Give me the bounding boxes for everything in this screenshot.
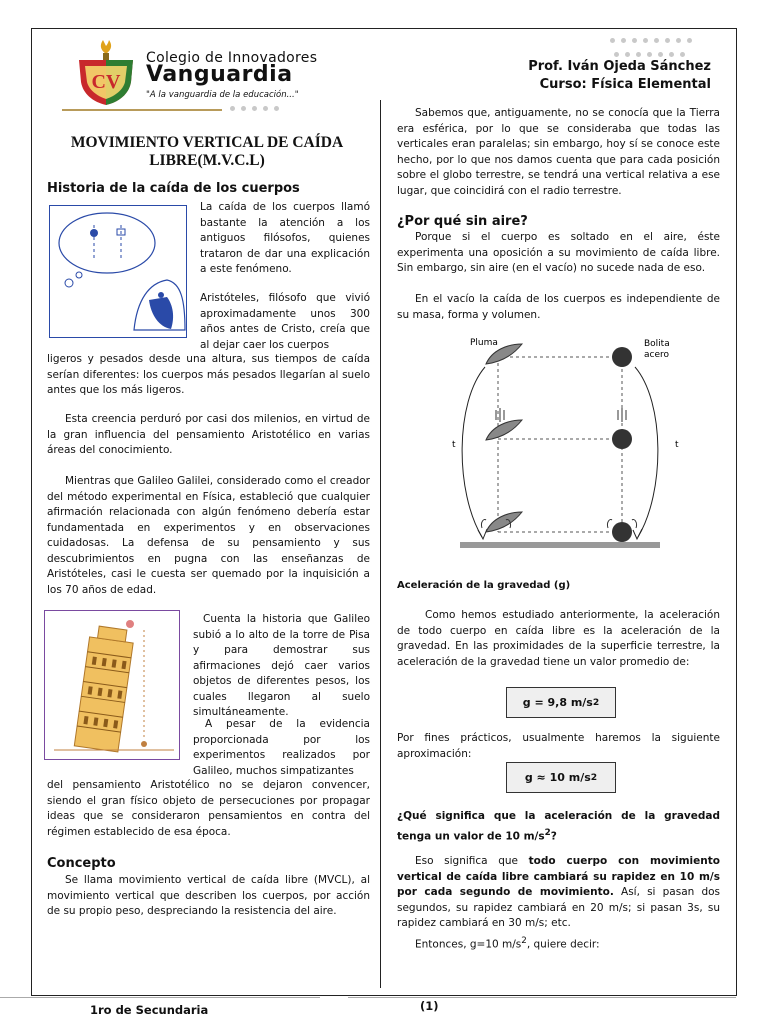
page-title (42, 134, 372, 170)
galileo-paragraph: Mientras que Galileo Galilei, considerado como el creador del método experimental en Física, estableció que cualquier afirmación relacionada con algún fenómeno debería estar fundamentada en experimentos y en observaciones cuidadosas. La defensa de su pensamiento y sus descubrimientos en pugna con las enseñanzas de Aristóteles, casi le cuesta ser quemado por la inquisición a los 70 años de edad. (47, 475, 370, 596)
sin-aire-heading: ¿Por qué sin aire? (397, 214, 528, 229)
column-divider (380, 100, 381, 988)
significado-paragraph (397, 854, 720, 932)
entonces-text: Entonces, g=10 m/s (415, 938, 522, 951)
teacher-name: Prof. Iván Ojeda Sánchez (528, 59, 711, 74)
feather-icon (486, 344, 522, 532)
footer-rule-left (0, 997, 320, 998)
creencia-paragraph: Esta creencia perduró por casi dos milenios, en virtud de la gran influencia del pensamiento Aristotélico en varias áreas del conocimiento. (47, 413, 370, 456)
gold-rule (62, 109, 222, 111)
school-motto: "A la vanguardia de la educación..." (146, 90, 299, 100)
school-logo (75, 38, 137, 106)
gravity-exact-box (506, 687, 616, 718)
historia-heading: Historia de la caída de los cuerpos (47, 181, 300, 196)
title-line-2: LIBRE(M.V.C.L) (149, 152, 265, 169)
gravity-exact-exponent: 2 (592, 697, 600, 708)
entonces-exponent: 2 (521, 936, 527, 946)
question-exponent: 2 (544, 828, 551, 838)
gravity-question (397, 808, 720, 846)
entonces-line (397, 934, 720, 953)
evidencia-paragraph-end: del pensamiento Aristotélico no se dejaron convencer, siendo el gran físico objeto de persecuciones por propagar ideas que se consideraron pensamientos en contra del régimen establecido de esa época. (47, 779, 370, 838)
question-end: ? (550, 830, 557, 843)
significado-bold: todo cuerpo con movimiento vertical de caída libre cambiará su rapidez en 10 m/s por cada segundo de movimiento. (397, 855, 720, 898)
school-name-line1: Colegio de Innovadores (146, 50, 318, 66)
school-name-line2: Vanguardia (146, 62, 293, 87)
footer-rule-right (348, 997, 736, 998)
gravity-approx-exponent: 2 (590, 772, 598, 783)
free-fall-diagram (430, 332, 700, 562)
gravity-approx-value: g ≈ 10 m/s (524, 771, 591, 784)
pluma-label: Pluma (470, 338, 498, 348)
svg-text:CV: CV (91, 71, 121, 93)
concepto-heading: Concepto (47, 856, 116, 871)
historia-paragraph-1: La caída de los cuerpos llamó bastante la atención a los antiguos filósofos, quienes trataron de dar una explicación a este fenómeno. (200, 201, 370, 275)
tierra-paragraph: Sabemos que, antiguamente, no se conocía que la Tierra era esférica, por lo que se consideraba que todas las verticales eran paralelas; sin embargo, hoy sí se conoce este hecho, por lo que nos damos cuenta que para cada posición sobre el globo terrestre, se tendrá una vertical relativa a ese lugar, que coincidirá con el radio terrestre. (397, 107, 720, 197)
vacio-paragraph: En el vacío la caída de los cuerpos es independiente de su masa, forma y volumen. (397, 293, 720, 321)
aristoteles-paragraph-start: Aristóteles, filósofo que vivió aproximadamente unos 300 años antes de Cristo, creía que al dejar caer los cuerpos (200, 292, 370, 351)
gravity-approx-box (506, 762, 616, 793)
decorative-dots-top-right (610, 38, 692, 43)
aproximacion-paragraph: Por fines prácticos, usualmente haremos la siguiente aproximación: (397, 732, 720, 760)
aceleracion-heading: Aceleración de la gravedad (g) (397, 580, 571, 591)
sin-aire-paragraph: Porque si el cuerpo es soltado en el aire, éste experimenta una oposición a su movimiento de caída libre. Sin embargo, sin aire (en el vacío) no sucede nada de eso. (397, 231, 720, 274)
decorative-dots-top-right-2 (614, 52, 685, 57)
significado-intro: Eso significa que (415, 855, 529, 867)
aristotle-illustration (49, 205, 187, 338)
bolita-label-2: acero (644, 350, 670, 360)
concepto-paragraph: Se llama movimiento vertical de caída libre (MVCL), al movimiento vertical que describen los cuerpos, por acción de su propio peso, despreciando la resistencia del aire. (47, 874, 370, 917)
time-label-left: t (452, 440, 456, 450)
pisa-paragraph: Cuenta la historia que Galileo subió a lo alto de la torre de Pisa y para demostrar sus afirmaciones dejó caer varios objetos de diferentes pesos, los cuales llegaron al suelo simultáneamente. (193, 613, 370, 718)
title-line-1: MOVIMIENTO VERTICAL DE CAÍDA (70, 134, 344, 151)
bolita-label-1: Bolita (644, 339, 670, 349)
aceleracion-paragraph: Como hemos estudiado anteriormente, la aceleración de todo cuerpo en caída libre es la aceleración de la gravedad. En las proximidades de la superficie terrestre, la aceleración de la gravedad tiene un valor promedio de: (397, 609, 720, 668)
gravity-exact-value: g = 9,8 m/s (522, 696, 593, 709)
question-text: ¿Qué significa que la aceleración de la gravedad tenga un valor de 10 m/s (397, 810, 720, 843)
significado-rest: Así, si pasan dos segundos, su rapidez cambiará en 20 m/s; si pasan 3s, su rapidez cambiará en 30 m/s; etc. (397, 886, 720, 929)
entonces-end: , quiere decir: (526, 938, 600, 951)
course-name: Curso: Física Elemental (539, 77, 711, 92)
aristoteles-paragraph-end: ligeros y pesados desde una altura, sus tiempos de caída serían diferentes: los cuerpos más pesados llegarían al suelo antes que los más ligeros. (47, 353, 370, 396)
decorative-dots-left (230, 106, 279, 111)
teacher-info (528, 58, 711, 94)
footer-grade: 1ro de Secundaria (90, 1003, 209, 1017)
time-label-right: t (675, 440, 679, 450)
pisa-tower-illustration (44, 610, 180, 760)
footer-page-number: (1) (420, 999, 439, 1013)
evidencia-paragraph-start: A pesar de la evidencia proporcionada por los experimentos realizados por Galileo, muchos simpatizantes (193, 718, 370, 777)
